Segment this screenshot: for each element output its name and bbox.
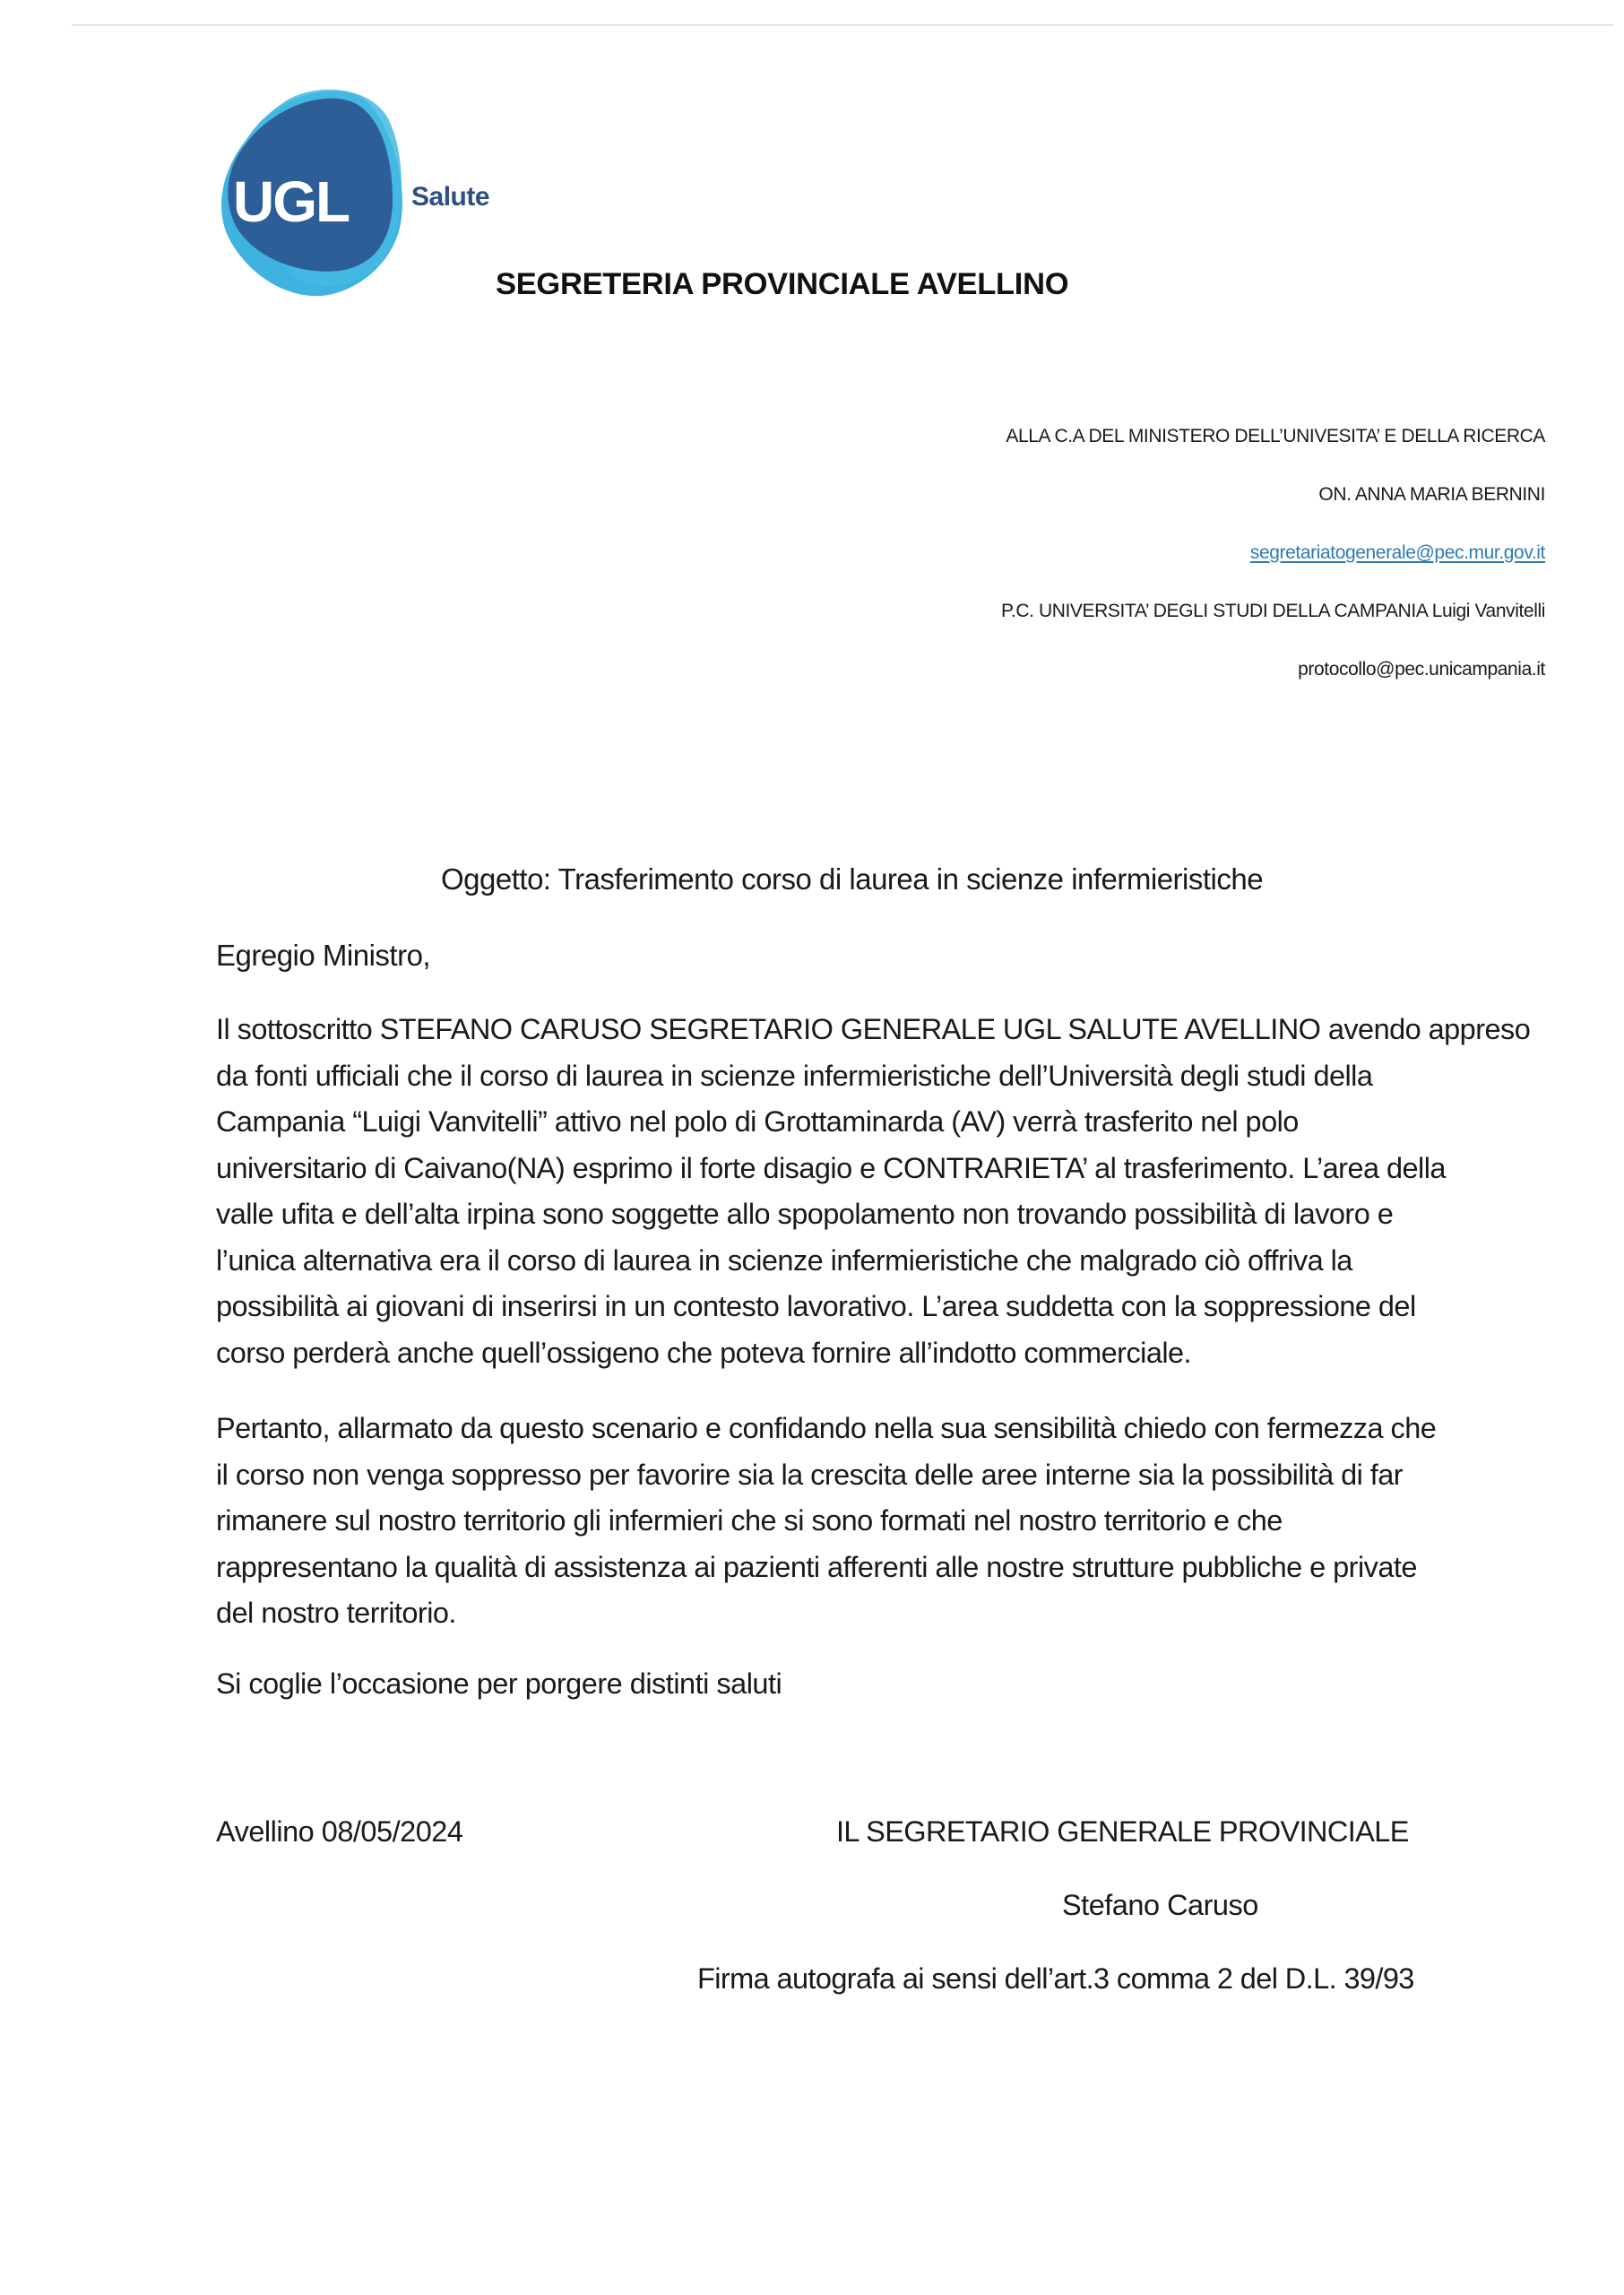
- closing-line: Si coglie l’occasione per porgere distinti saluti: [216, 1667, 782, 1700]
- ugl-logo: [213, 82, 410, 299]
- logo-subtitle: Salute: [411, 182, 490, 212]
- body-paragraph-2: [216, 1406, 1542, 1637]
- page-top-border: [72, 24, 1613, 26]
- place-date: Avellino 08/05/2024: [216, 1815, 463, 1848]
- paragraph-line: possibilità ai giovani di inserirsi in un contesto lavorativo. L’area suddetta con la soppressione del: [216, 1290, 1416, 1322]
- paragraph-line: valle ufita e dell’alta irpina sono soggette allo spopolamento non trovando possibilità di lavoro e: [216, 1198, 1394, 1230]
- paragraph-line: il corso non venga soppresso per favorire sia la crescita delle aree interne sia la possibilità di far: [216, 1458, 1404, 1491]
- paragraph-line: l’unica alternativa era il corso di laurea in scienze infermieristiche che malgrado ciò offriva la: [216, 1243, 1352, 1277]
- paragraph-line: rappresentano la qualità di assistenza ai pazienti afferenti alle nostre strutture pubbliche e private: [216, 1550, 1417, 1583]
- paragraph-line: Pertanto, allarmato da questo scenario e confidando nella sua sensibilità chiedo con fermezza che: [216, 1412, 1437, 1444]
- signature-legal-note: Firma autografa ai sensi dell’art.3 comma 2 del D.L. 39/93: [697, 1962, 1414, 1995]
- letterhead-title: SEGRETERIA PROVINCIALE AVELLINO: [496, 267, 1069, 301]
- letter-subject: Oggetto: Trasferimento corso di laurea in scienze infermieristiche: [441, 862, 1264, 896]
- paragraph-line: universitario di Caivano(NA) esprimo il forte disagio e CONTRARIETA’ al trasferimento. L’area della: [216, 1151, 1446, 1184]
- recipient-email-university: protocollo@pec.unicampania.it: [1298, 659, 1545, 680]
- paragraph-line: Il sottoscritto STEFANO CARUSO SEGRETARIO GENERALE UGL SALUTE AVELLINO avendo appreso: [216, 1013, 1531, 1045]
- paragraph-line: del nostro territorio.: [216, 1597, 456, 1629]
- signatory-role: IL SEGRETARIO GENERALE PROVINCIALE: [836, 1815, 1409, 1848]
- paragraph-line: corso perderà anche quell’ossigeno che poteva fornire all’indotto commerciale.: [216, 1336, 1192, 1369]
- body-paragraph-1: [216, 1007, 1542, 1376]
- signatory-name: Stefano Caruso: [1062, 1889, 1258, 1921]
- ugl-logo-icon: [213, 82, 410, 299]
- letter-salutation: Egregio Ministro,: [216, 939, 431, 972]
- paragraph-line: da fonti ufficiali che il corso di laurea in scienze infermieristiche dell’Università degli studi della: [216, 1059, 1373, 1092]
- recipient-line-ministry: ALLA C.A DEL MINISTERO DELL’UNIVESITA’ E DELLA RICERCA: [1006, 426, 1545, 446]
- recipient-email-link[interactable]: segretariatogenerale@pec.mur.gov.it: [1249, 542, 1545, 563]
- svg-text:UGL: UGL: [233, 169, 350, 234]
- recipient-line-minister: ON. ANNA MARIA BERNINI: [1318, 484, 1545, 505]
- recipient-line-university: P.C. UNIVERSITA’ DEGLI STUDI DELLA CAMPANIA Luigi Vanvitelli: [1001, 601, 1545, 621]
- paragraph-line: rimanere sul nostro territorio gli infermieri che si sono formati nel nostro territorio e che: [216, 1504, 1283, 1537]
- paragraph-line: Campania “Luigi Vanvitelli” attivo nel polo di Grottaminarda (AV) verrà trasferito nel polo: [216, 1105, 1299, 1138]
